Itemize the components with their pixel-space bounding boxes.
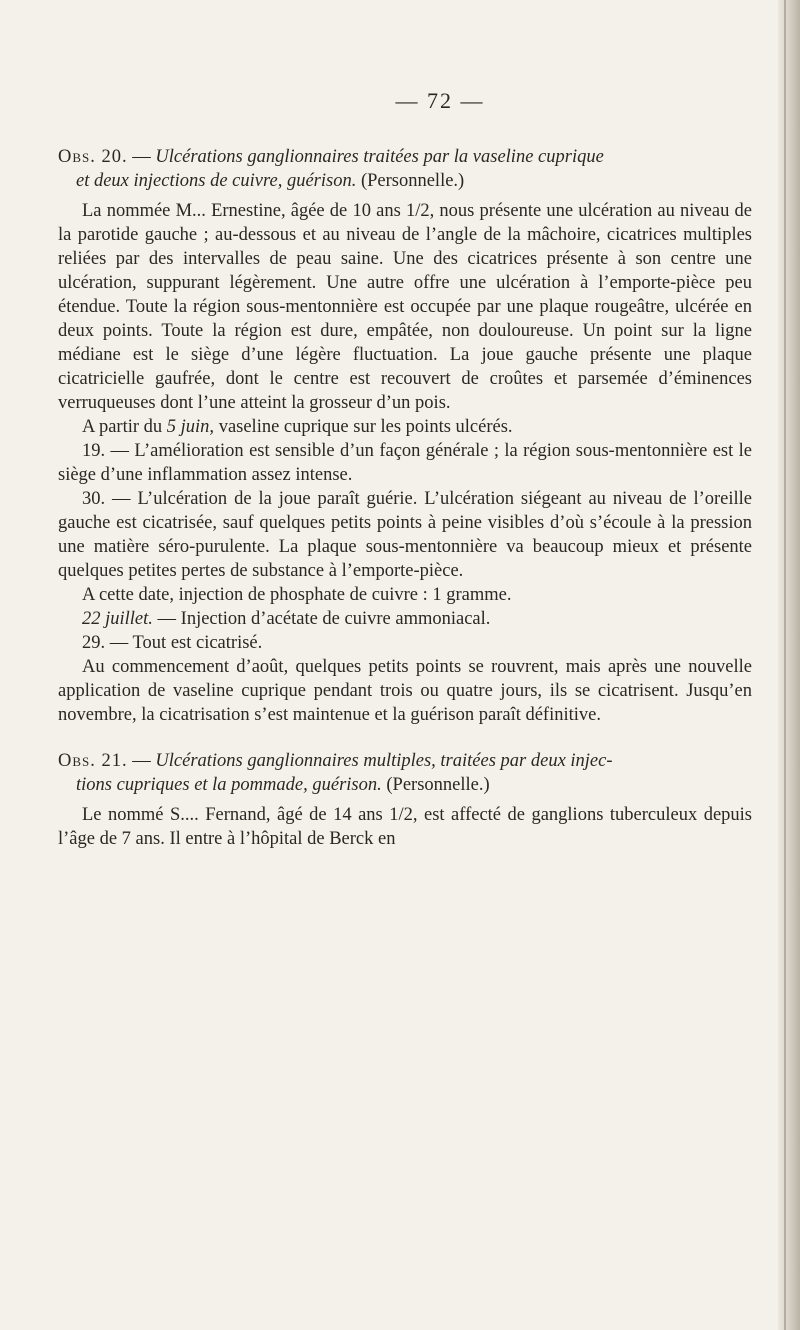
page-content [58, 88, 752, 851]
obs21-title-line2: tions cupriques et la pommade, guérison. [76, 775, 382, 795]
obs20-paragraph-3: 19. — L’amélioration est sensible d’un façon générale ; la région sous-mentonnière est le siège d’une inflammation assez intense. [58, 441, 752, 485]
obs21-title-line1: Ulcérations ganglionnaires multiples, traitées par deux injec- [155, 751, 613, 771]
obs20-title-line2: et deux injections de cuivre, guérison. [76, 171, 357, 191]
obs20-title-line2-wrap [58, 169, 752, 193]
obs21-label: Obs. 21. [58, 751, 128, 771]
obs20-paragraph-4: 30. — L’ulcération de la joue paraît guérie. L’ulcération siégeant au niveau de l’oreille gauche est cicatrisée, sauf quelques petits points à peine visibles d’où s’écoule à la pression une matière séro-purulente. La plaque sous-mentonnière va beaucoup mieux et présente quelques petites pertes de substance à l’emporte-pièce. [58, 489, 752, 581]
obs20-p2-text: vaseline cuprique sur les points ulcérés. [214, 417, 513, 437]
page-edge-line [784, 0, 786, 1330]
obs20-paragraph-8: Au commencement d’août, quelques petits points se rouvrent, mais après une nouvelle application de vaseline cuprique pendant trois ou quatre jours, ils se cicatrisent. Jusqu’en novembre, la cicatrisation s’est maintenue et la guérison paraît définitive. [58, 657, 752, 725]
obs21-dash: — [127, 751, 156, 771]
obs20-p6-text: — Injection d’acétate de cuivre ammoniacal. [152, 609, 491, 629]
page-edge [778, 0, 800, 1330]
obs21-source: (Personnelle.) [381, 775, 490, 795]
obs20-source: (Personnelle.) [356, 171, 465, 191]
obs20-label: Obs. 20. [58, 147, 128, 167]
obs20-p2-pre: A partir du [82, 417, 167, 437]
obs20-dash: — [127, 147, 156, 167]
obs20-p6-date: 22 juillet. [82, 609, 153, 629]
obs20-heading [58, 145, 752, 193]
obs20-title-line1: Ulcérations ganglionnaires traitées par la vaseline cuprique [155, 147, 604, 167]
obs21-paragraph-1: Le nommé S.... Fernand, âgé de 14 ans 1/2, est affecté de ganglions tuberculeux depuis l’âge de 7 ans. Il entre à l’hôpital de Berck en [58, 805, 752, 849]
obs21-heading [58, 749, 752, 797]
obs20-paragraph-1: La nommée M... Ernestine, âgée de 10 ans 1/2, nous présente une ulcération au niveau de la parotide gauche ; au-dessous et au niveau de l’angle de la mâchoire, cicatrices multiples reliées par des intervalles de peau saine. Une des cicatrices présente à son centre une ulcération, suppurant légèrement. Une autre offre une ulcération à l’emporte-pièce peu étendue. Toute la région sous-mentonnière est occupée par une plaque rougeâtre, ulcérée en deux points. Toute la région est dure, empâtée, non douloureuse. Un point sur la ligne médiane est le siège d’une légère fluctuation. La joue gauche présente une plaque cicatricielle gaufrée, dont le centre est recouvert de croûtes et parsemée d’éminences verruqueuses dont l’une atteint la grosseur d’un pois. [58, 201, 752, 413]
obs20-paragraph-7: 29. — Tout est cicatrisé. [82, 633, 263, 653]
obs20-paragraph-2 [58, 415, 752, 439]
obs20-paragraph-5: A cette date, injection de phosphate de cuivre : 1 gramme. [82, 585, 512, 605]
obs21-title-line2-wrap [58, 773, 752, 797]
obs20-p2-date: 5 juin, [166, 417, 215, 437]
obs20-paragraph-6 [58, 607, 752, 631]
spacer [58, 727, 752, 749]
page-number: — 72 — [395, 88, 485, 113]
